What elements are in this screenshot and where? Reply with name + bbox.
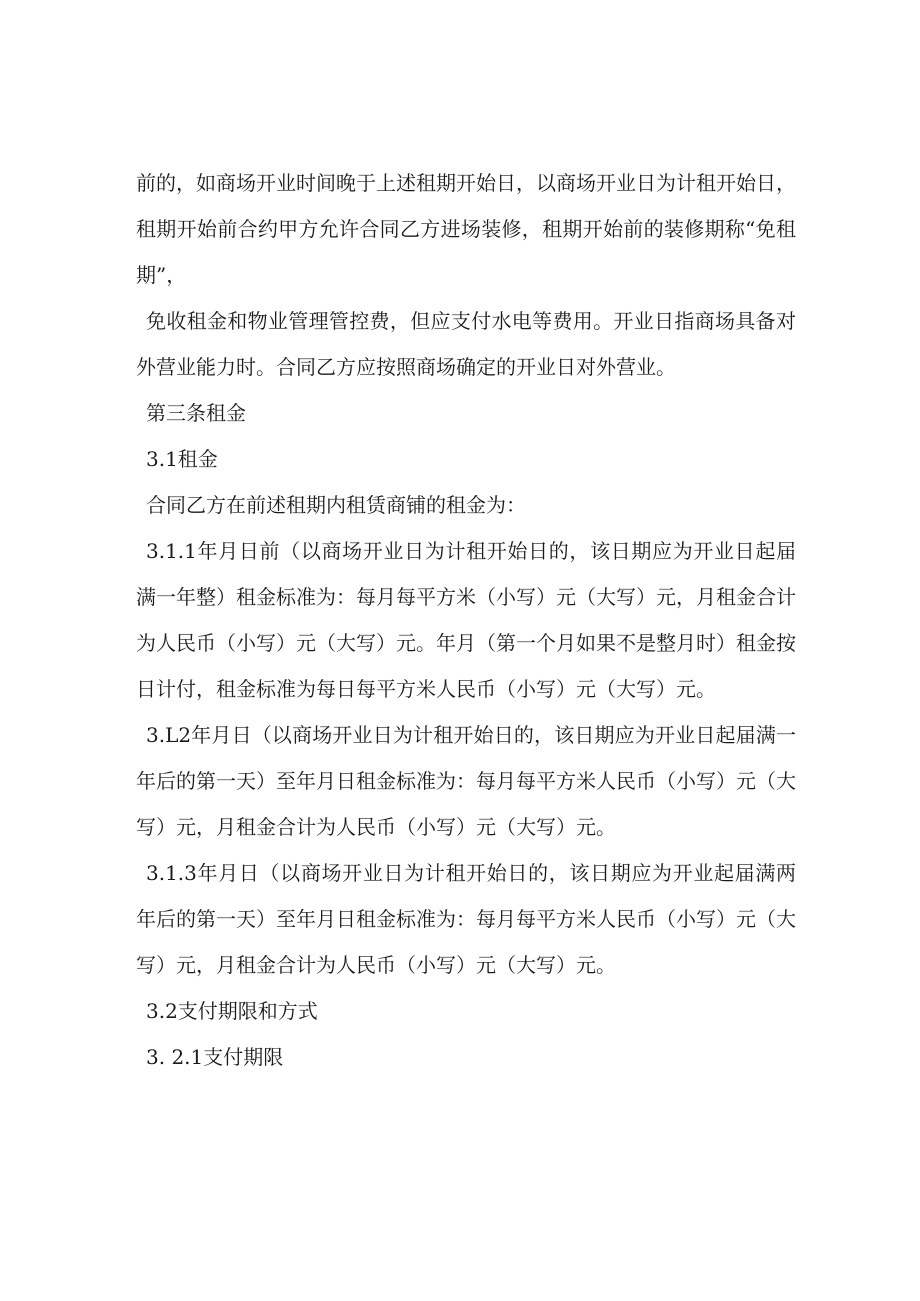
subsection-heading-3-1: 3.1租金 [146,447,218,471]
paragraph-rent-free: 免收租金和物业管理管控费，但应支付水电等费用。开业日指商场具备对外营业能力时。合同乙方应按照商场确定的开业日对外营业。 [136,309,796,379]
paragraph-rent-intro: 合同乙方在前述租期内租赁商铺的租金为： [146,493,526,517]
document-body [136,160,796,1080]
paragraph-rent-3-1-3: 3.1.3年月日（以商场开业日为计租开始日的，该日期应为开业起届满两年后的第一天）至年月日租金标准为：每月每平方米人民币（小写）元（大写）元，月租金合计为人民币（小写）元（大写）元。 [136,861,796,977]
subsection-heading-3-2: 3.2支付期限和方式 [146,999,318,1023]
paragraph-rent-3-1-1: 3.1.1年月日前（以商场开业日为计租开始日的，该日期应为开业日起届满一年整）租金标准为：每月每平方米（小写）元（大写）元，月租金合计为人民币（小写）元（大写）元。年月（第一个月如果不是整月时）租金按日计付，租金标准为每日每平方米人民币（小写）元（大写）元。 [136,539,796,701]
subsection-heading-3-2-1: 3. 2.1支付期限 [146,1045,284,1069]
paragraph-rent-3-1-2: 3.L2年月日（以商场开业日为计租开始日的，该日期应为开业日起届满一年后的第一天）至年月日租金标准为：每月每平方米人民币（小写）元（大写）元，月租金合计为人民币（小写）元（大写）元。 [136,723,796,839]
paragraph-rent-start: 前的，如商场开业时间晚于上述租期开始日，以商场开业日为计租开始日，租期开始前合约甲方允许合同乙方进场装修，租期开始前的装修期称“免租期”， [136,171,796,287]
section-heading-article-3: 第三条租金 [146,401,246,425]
